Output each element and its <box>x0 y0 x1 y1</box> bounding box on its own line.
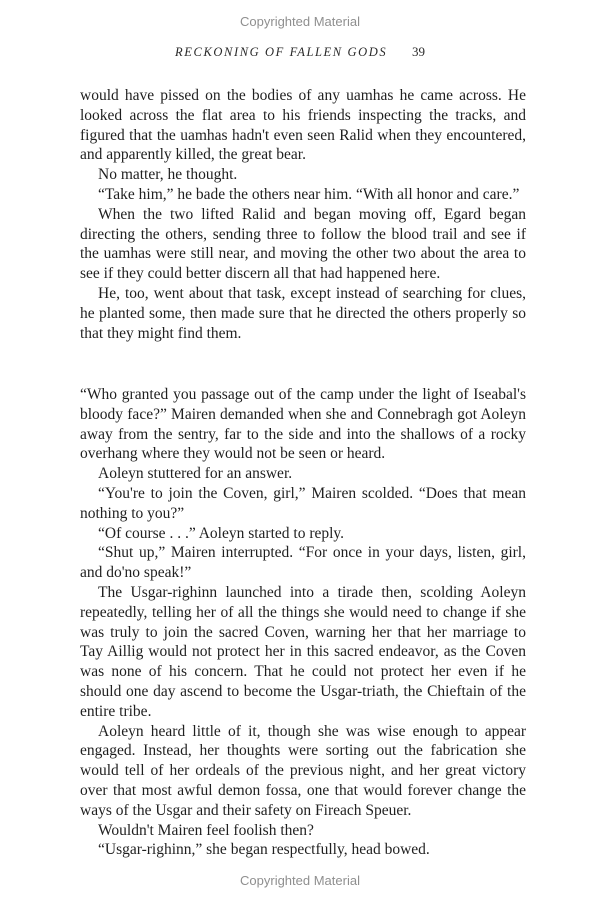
paragraph: “You're to join the Coven, girl,” Mairen scolded. “Does that mean nothing to you?” <box>80 484 526 522</box>
paragraph: Aoleyn stuttered for an answer. <box>98 465 293 483</box>
section-one <box>80 86 526 343</box>
paragraph: No matter, he thought. <box>98 166 238 184</box>
paragraph: “Usgar-righinn,” she began respectfully, head bowed. <box>98 841 430 859</box>
paragraph: “Take him,” he bade the others near him. “With all honor and care.” <box>98 185 520 203</box>
paragraph: He, too, went about that task, except instead of searching for clues, he planted some, then made sure that he directed the others properly so that they might find them. <box>80 284 526 342</box>
paragraph: “Shut up,” Mairen interrupted. “For once in your days, listen, girl, and do'no speak!” <box>80 544 526 582</box>
copyright-watermark-bottom: Copyrighted Material <box>240 873 360 888</box>
paragraph: The Usgar-righinn launched into a tirade then, scolding Aoleyn repeatedly, telling her of all the things she would need to change if she was truly to join the sacred Coven, warning her that her marriage to Tay Aillig would not protect her in this sacred endeavor, as the Coven was none of his concern. That he could not protect her even if he should one day ascend to become the Usgar-triath, the Chieftain of the entire tribe. <box>80 583 526 720</box>
book-title: RECKONING OF FALLEN GODS <box>175 45 388 59</box>
paragraph: Aoleyn heard little of it, though she was wise enough to appear engaged. Instead, her thoughts were sorting out the fabrication she would tell of her ordeals of the previous night, and her great victory over that most awful demon fossa, one that would forever change the ways of the Usgar and their safety on Fireach Speuer. <box>80 722 526 819</box>
page-number: 39 <box>411 44 425 59</box>
paragraph: “Who granted you passage out of the camp under the light of Iseabal's bloody face?” Mairen demanded when she and Connebragh got Aoleyn away from the sentry, far to the side and into the shallows of a rocky overhang where they would not be seen or heard. <box>80 386 526 463</box>
section-two <box>80 385 526 860</box>
running-header <box>0 44 600 60</box>
paragraph: Wouldn't Mairen feel foolish then? <box>98 821 314 839</box>
paragraph: would have pissed on the bodies of any uamhas he came across. He looked across the flat area to his friends inspecting the tracks, and figured that the uamhas hadn't even seen Ralid when they encountered, and apparently killed, the great bear. <box>80 87 526 164</box>
paragraph: “Of course . . .” Aoleyn started to reply. <box>98 524 345 542</box>
copyright-watermark-top: Copyrighted Material <box>240 14 360 29</box>
paragraph: When the two lifted Ralid and began moving off, Egard began directing the others, sending three to follow the blood trail and see if the uamhas were still near, and moving the other two about the area to see if they could better discern all that had happened here. <box>80 205 526 283</box>
